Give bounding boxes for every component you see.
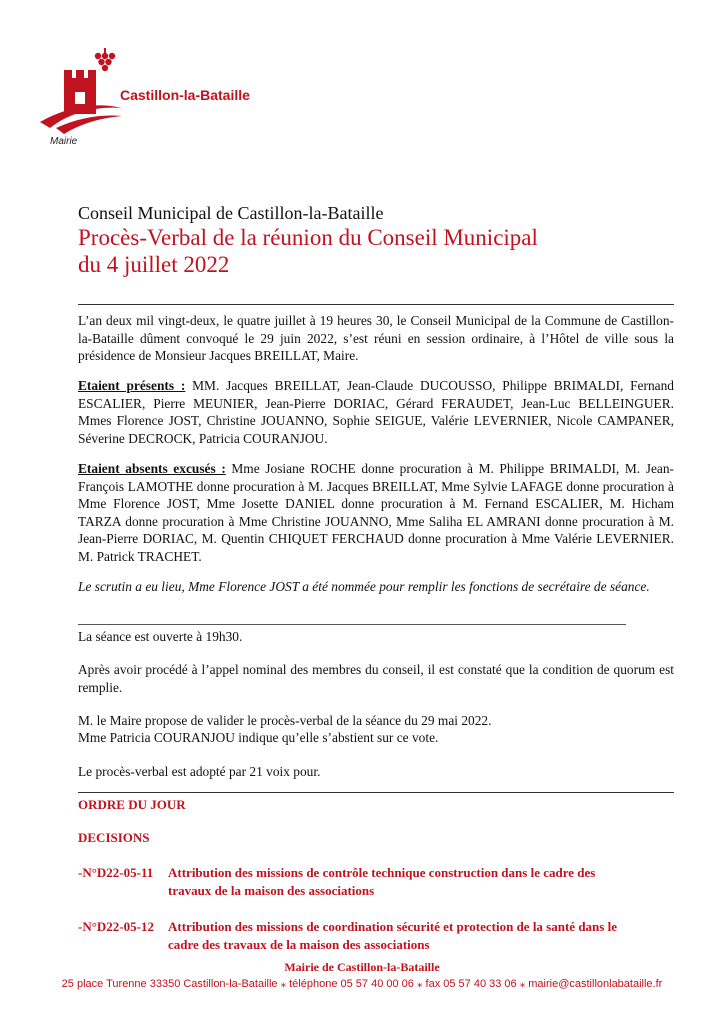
present-label: Etaient présents :: [78, 378, 186, 393]
agenda-heading: ORDRE DU JOUR: [78, 797, 186, 812]
pv-adopted: Le procès-verbal est adopté par 21 voix pour.: [78, 764, 321, 779]
decision-item: [78, 864, 674, 900]
document-date: du 4 juillet 2022: [78, 252, 230, 277]
document-title: Procès-Verbal de la réunion du Conseil Municipal: [78, 225, 538, 250]
scrutin-paragraph: Le scrutin a eu lieu, Mme Florence JOST a été nommée pour remplir les fonctions de secrétaire de séance.: [78, 579, 650, 594]
present-text: MM. Jacques BREILLAT, Jean-Claude DUCOUSSO, Philippe BRIMALDI, Fernand ESCALIER, Pierre MEUNIER, Jean-Pierre DORIAC, Gérard FERAUDET, Jean-Luc BELLEINGUER. Mmes Florence JOST, Christine JOUANNO, Sophie SEIGUE, Valérie LEVERNIER, Nicole CAMPANER, Séverine DECROCK, Patricia COURANJOU.: [78, 378, 674, 446]
decision-number: -N°D22-05-11: [78, 865, 154, 880]
council-name: Conseil Municipal de Castillon-la-Bataille: [78, 203, 384, 223]
header-divider: [78, 304, 674, 305]
decisions-heading: DECISIONS: [78, 830, 150, 845]
town-logo: [38, 46, 278, 156]
absent-paragraph: [78, 460, 674, 565]
decision-item: [78, 918, 674, 954]
agenda-divider: [78, 792, 674, 793]
footer-address: 25 place Turenne 33350 Castillon-la-Bataille ⁎ téléphone 05 57 40 00 06 ⁎ fax 05 57 40 33 06 ⁎ mairie@castillonlabataille.fr: [61, 978, 663, 990]
decision-number: -N°D22-05-12: [78, 919, 154, 934]
document-header: [78, 202, 678, 278]
decision-title-cont: cadre des travaux de la maison des associations: [168, 937, 430, 952]
quorum-paragraph: Après avoir procédé à l’appel nominal des membres du conseil, il est constaté que la condition de quorum est remplie.: [78, 662, 674, 695]
intro-paragraph: L’an deux mil vingt-deux, le quatre juillet à 19 heures 30, le Conseil Municipal de la Commune de Castillon-la-Bataille dûment convoqué le 29 juin 2022, s’est réuni en session ordinaire, à l’Hôtel de ville sous la présidence de Monsieur Jacques BREILLAT, Maire.: [78, 313, 674, 363]
present-paragraph: [78, 377, 674, 447]
logo-mairie-label: Mairie: [50, 136, 78, 147]
decision-title-cont: travaux de la maison des associations: [168, 883, 375, 898]
footer-mairie-name: Mairie de Castillon-la-Bataille: [284, 960, 440, 974]
section-divider: [78, 624, 626, 625]
absent-text: Mme Josiane ROCHE donne procuration à M. Philippe BRIMALDI, M. Jean-François LAMOTHE donne procuration à M. Jacques BREILLAT, Mme Sylvie LAFAGE donne procuration à Mme Florence JOST, Mme Josette DANIEL donne procuration à M. Fernand ESCALIER, M. Hicham TARZA donne procuration à Mme Christine JOUANNO, Mme Saliha EL AMRANI donne procuration à M. Jean-Pierre DORIAC, M. Quentin CHIQUET FERCHAUD donne procuration à Mme Valérie LEVERNIER. M. Patrick TRACHET.: [78, 461, 674, 564]
absent-label: Etaient absents excusés :: [78, 461, 226, 476]
opening-line: La séance est ouverte à 19h30.: [78, 629, 243, 644]
decision-title: Attribution des missions de contrôle technique construction dans le cadre des: [168, 865, 596, 880]
logo-town-name: Castillon-la-Bataille: [120, 87, 250, 103]
pv-proposal: M. le Maire propose de valider le procès-verbal de la séance du 29 mai 2022.: [78, 713, 492, 728]
pv-abstention: Mme Patricia COURANJOU indique qu’elle s’abstient sur ce vote.: [78, 730, 439, 745]
decision-title: Attribution des missions de coordination sécurité et protection de la santé dans le: [168, 919, 617, 934]
